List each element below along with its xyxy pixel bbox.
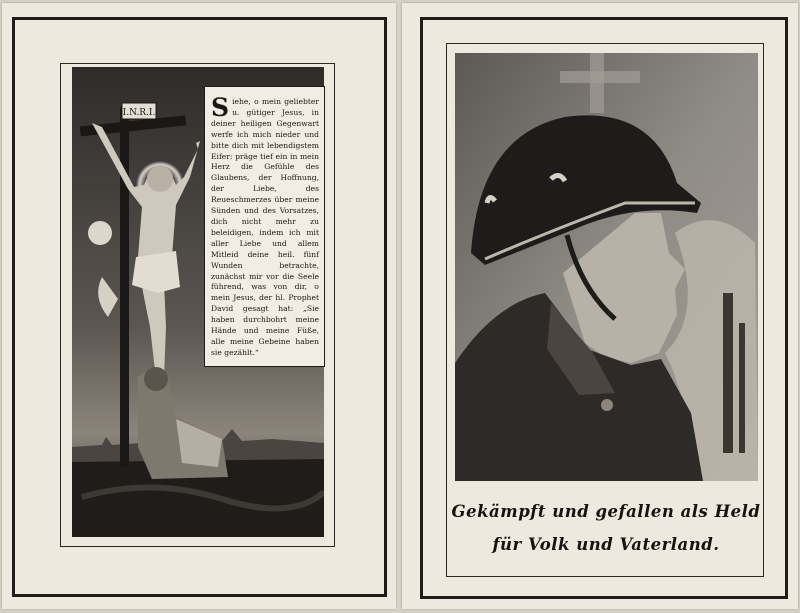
caption-line-1: Gekämpft und gefallen als Held [451, 502, 761, 521]
prayer-text-box [204, 86, 325, 367]
inri-sign: I.N.R.I. [122, 108, 156, 118]
caption-line-2: für Volk und Vaterland. [492, 535, 720, 554]
soldier-portrait [455, 53, 758, 481]
memorial-caption [446, 495, 766, 561]
prayer-initial: S [211, 93, 230, 122]
prayer-text: iehe, o mein geliebter u. gütiger Jesus, in deiner heiligen Gegenwart werfe ich mich nieder und bitte dich mit lebendigstem Eifer: präge tief ein in mein Herz die Gefühle des Glaubens, der Hoffnung, der Liebe, des Reueschmerzes über meine Sünden und des Vorsatzes, dich nicht mehr zu beleidigen, indem ich mit aller Liebe und allem Mitleid deine heil. fünf Wunden betrachte, zunächst mir vor die Seele führend, was von dir, o mein Jesus, der hl. Prophet David gesagt hat: „Sie haben durchbohrt meine Hände und meine Füße, alle meine Gebeine haben sie gezählt.“ [211, 97, 319, 357]
